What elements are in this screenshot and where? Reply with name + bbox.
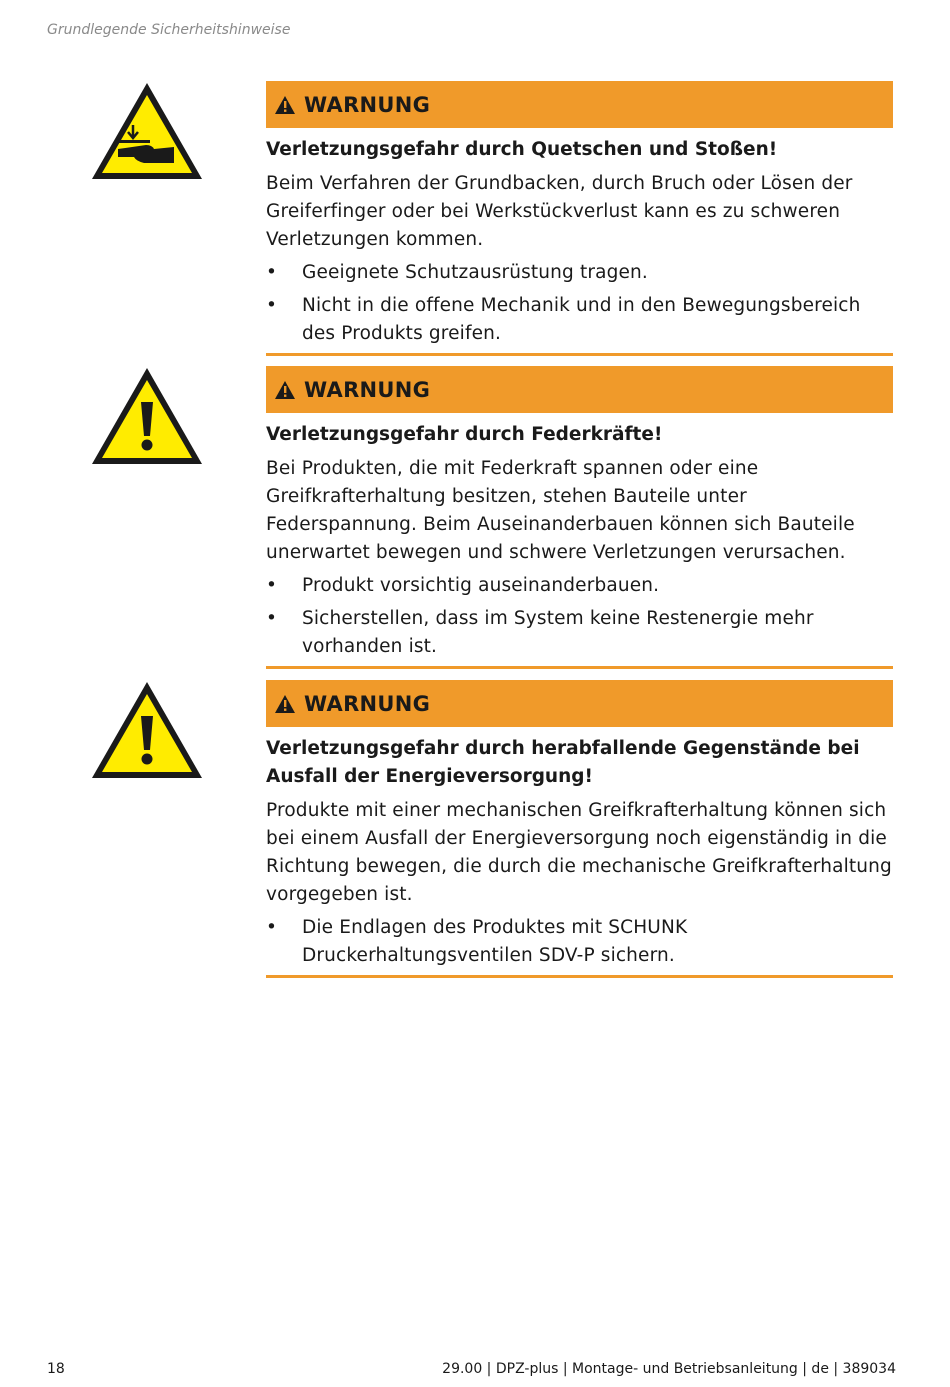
list-item-text: Nicht in die offene Mechanik und in den Bewegungsbereich des Produkts greifen. — [302, 295, 861, 344]
warning-triangle-icon — [274, 95, 296, 115]
warning-block — [266, 81, 893, 356]
bullet: • — [266, 262, 278, 283]
warning-text: Produkte mit einer mechanischen Greifkrafterhaltung können sich bei einem Ausfall der Energieversorgung noch eigenständig in die Richtung bewegen, die durch die mechanische Greifkrafterhaltung vorgegeben ist. — [266, 800, 892, 905]
list-item-text: Die Endlagen des Produktes mit SCHUNK Druckerhaltungsventilen SDV-P sichern. — [302, 917, 688, 966]
warning-list — [266, 259, 893, 348]
warning-list — [266, 914, 893, 970]
list-item-text: Produkt vorsichtig auseinanderbauen. — [302, 575, 660, 596]
general-warning-icon — [88, 364, 206, 468]
bullet: • — [266, 575, 278, 596]
warning-list — [266, 572, 893, 661]
warning-title: Verletzungsgefahr durch herabfallende Gegenstände bei Ausfall der Energieversorgung! — [266, 738, 860, 787]
warning-header — [266, 680, 893, 727]
warning-title: Verletzungsgefahr durch Quetschen und Stoßen! — [266, 139, 778, 160]
list-item — [266, 572, 893, 600]
warning-header — [266, 366, 893, 413]
warning-text: Bei Produkten, die mit Federkraft spannen oder eine Greifkrafterhaltung besitzen, stehen Bauteile unter Federspannung. Beim Auseinanderbauen können sich Bauteile unerwartet bewegen und schwere Verletzungen verursachen. — [266, 458, 855, 563]
warning-block — [266, 366, 893, 669]
warning-label: WARNUNG — [304, 377, 431, 402]
warning-header — [266, 81, 893, 128]
bullet: • — [266, 608, 278, 629]
warning-text: Beim Verfahren der Grundbacken, durch Bruch oder Lösen der Greiferfinger oder bei Werkstückverlust kann es zu schweren Verletzungen kommen. — [266, 173, 853, 250]
running-header: Grundlegende Sicherheitshinweise — [47, 22, 291, 38]
general-warning-icon — [88, 678, 206, 782]
list-item — [266, 914, 893, 970]
warning-divider — [266, 666, 893, 669]
warning-label: WARNUNG — [304, 92, 431, 117]
warning-block — [266, 680, 893, 978]
crush-hand-hazard-icon — [88, 79, 206, 183]
warning-triangle-icon — [274, 694, 296, 714]
page-number: 18 — [47, 1361, 65, 1377]
warning-divider — [266, 353, 893, 356]
warning-title: Verletzungsgefahr durch Federkräfte! — [266, 424, 663, 445]
list-item-text: Geeignete Schutzausrüstung tragen. — [302, 262, 648, 283]
bullet: • — [266, 295, 278, 316]
document-info: 29.00 | DPZ-plus | Montage- und Betriebsanleitung | de | 389034 — [442, 1361, 896, 1377]
list-item-text: Sicherstellen, dass im System keine Restenergie mehr vorhanden ist. — [302, 608, 814, 657]
list-item — [266, 292, 893, 348]
bullet: • — [266, 917, 278, 938]
warning-triangle-icon — [274, 380, 296, 400]
list-item — [266, 605, 893, 661]
warning-label: WARNUNG — [304, 691, 431, 716]
list-item — [266, 259, 893, 287]
warning-divider — [266, 975, 893, 978]
